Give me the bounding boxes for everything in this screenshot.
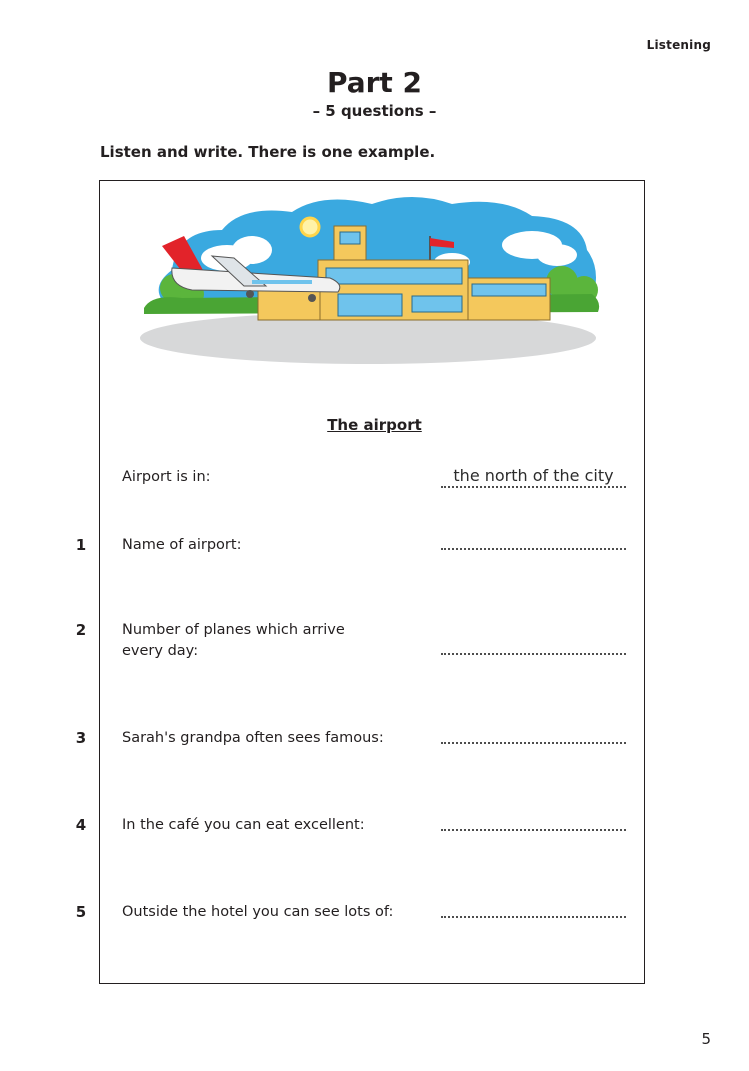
question-label-2a: Number of planes which arrive [122, 622, 345, 638]
example-answer: the north of the city [453, 466, 614, 485]
question-number-5: 5 [75, 903, 87, 921]
box-title: The airport [327, 416, 422, 434]
answer-line-5[interactable] [441, 914, 626, 918]
question-label-2b: every day: [122, 643, 199, 659]
question-label-4: In the café you can eat excellent: [122, 817, 365, 833]
part-title: Part 2 [326, 66, 423, 99]
page-number: 5 [701, 1030, 711, 1048]
question-number-3: 3 [75, 729, 87, 747]
instruction-text: Listen and write. There is one example. [100, 143, 436, 161]
part-subtitle: – 5 questions – [312, 102, 437, 120]
sun-icon [301, 218, 319, 236]
question-number-4: 4 [75, 816, 87, 834]
example-label: Airport is in: [122, 469, 211, 485]
answer-line-4[interactable] [441, 827, 626, 831]
answer-line-3[interactable] [441, 740, 626, 744]
answer-line-1[interactable] [441, 546, 626, 550]
section-label: Listening [646, 38, 711, 52]
airport-illustration [132, 190, 604, 380]
answer-line-2[interactable] [441, 651, 626, 655]
example-answer-line [441, 484, 626, 488]
question-number-1: 1 [75, 536, 87, 554]
question-label-1: Name of airport: [122, 537, 242, 553]
question-number-2: 2 [75, 621, 87, 639]
question-label-3: Sarah's grandpa often sees famous: [122, 730, 384, 746]
question-label-5: Outside the hotel you can see lots of: [122, 904, 394, 920]
